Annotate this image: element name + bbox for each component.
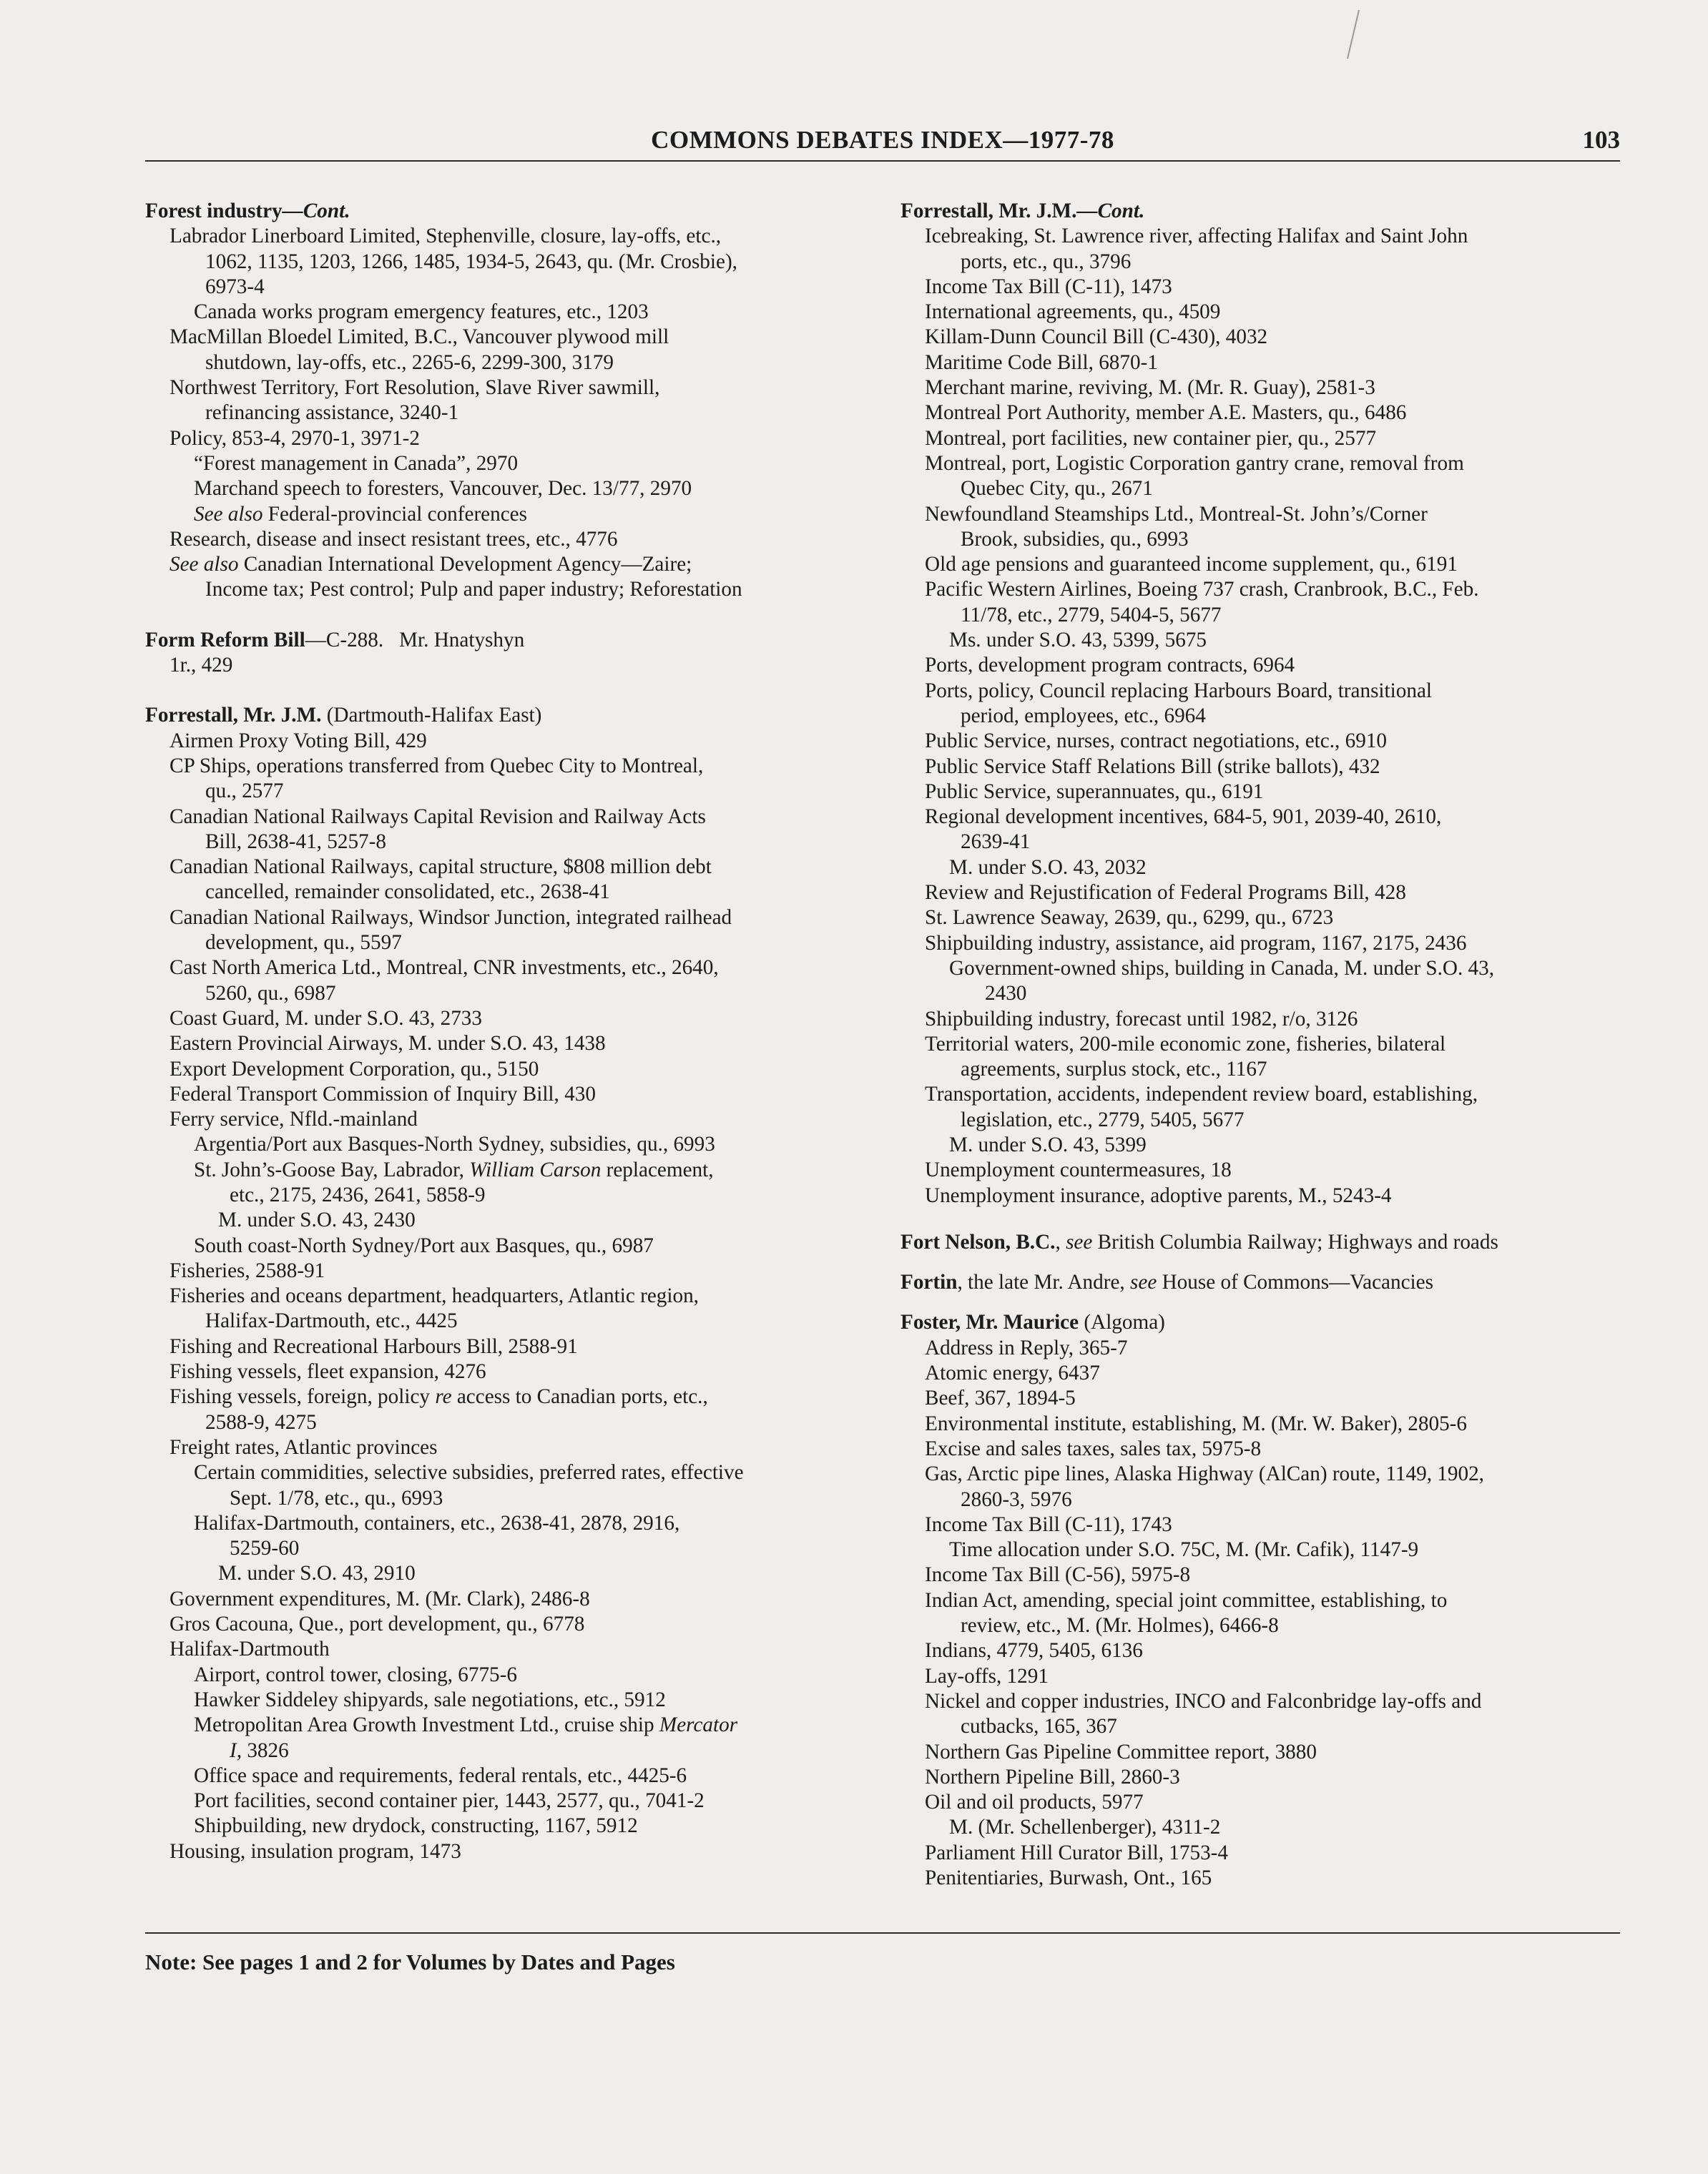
subentry-text: 3826 bbox=[242, 1738, 289, 1762]
footer-rule bbox=[145, 1932, 1620, 1934]
subentry: Transportation, accidents, independent review board, establishing, bbox=[925, 1083, 1478, 1106]
subentry-continuation: legislation, etc., 2779, 5405, 5677 bbox=[961, 1108, 1245, 1131]
subentry: Fishing vessels, fleet expansion, 4276 bbox=[170, 1360, 486, 1384]
subentry: Shipbuilding, new drydock, constructing, 1167, 5912 bbox=[194, 1814, 638, 1838]
subentry-continuation: Sept. 1/78, etc., qu., 6993 bbox=[230, 1486, 443, 1510]
subentry: Northern Gas Pipeline Committee report, 3880 bbox=[925, 1740, 1317, 1764]
subentry-continuation: Brook, subsidies, qu., 6993 bbox=[961, 527, 1189, 551]
running-header bbox=[145, 123, 1620, 160]
subentry: Export Development Corporation, qu., 5150 bbox=[170, 1057, 539, 1081]
ship-name: Mercator bbox=[659, 1713, 738, 1737]
subentry: Pacific Western Airlines, Boeing 737 crash, Cranbrook, B.C., Feb. bbox=[925, 578, 1479, 601]
entry-heading: Fort Nelson, B.C. bbox=[900, 1230, 1056, 1254]
subentry-text: access to Canadian ports, etc., bbox=[451, 1385, 708, 1409]
right-column bbox=[900, 199, 1623, 1891]
subentry: Public Service, superannuates, qu., 6191 bbox=[925, 779, 1264, 803]
subentry: Fisheries, 2588-91 bbox=[170, 1259, 325, 1282]
subentry: Gas, Arctic pipe lines, Alaska Highway (AlCan) route, 1149, 1902, bbox=[925, 1462, 1484, 1486]
subentry: MacMillan Bloedel Limited, B.C., Vancouver plywood mill bbox=[170, 325, 669, 349]
subentry: Atomic energy, 6437 bbox=[925, 1362, 1100, 1385]
subentry: Canadian National Railways, Windsor Junction, integrated railhead bbox=[170, 905, 732, 929]
subentry-continuation: 2639-41 bbox=[961, 830, 1031, 854]
subentry-continuation: Bill, 2638-41, 5257-8 bbox=[205, 830, 386, 853]
separator: , bbox=[1055, 1230, 1066, 1254]
entry-heading: Forrestall, Mr. J.M. bbox=[145, 704, 322, 727]
entry-heading: Foster, Mr. Maurice bbox=[900, 1311, 1079, 1334]
subentry-text: St. John’s-Goose Bay, Labrador, bbox=[194, 1158, 470, 1181]
see-label: see bbox=[1130, 1271, 1157, 1294]
cross-reference-continuation: Income tax; Pest control; Pulp and paper industry; Reforestation bbox=[205, 578, 742, 601]
subentry: Income Tax Bill (C-11), 1743 bbox=[925, 1513, 1172, 1536]
subentry-continuation: 1062, 1135, 1203, 1266, 1485, 1934-5, 2643, qu. (Mr. Crosbie), bbox=[205, 250, 737, 273]
subentry-list bbox=[145, 729, 868, 1158]
subentry: Montreal Port Authority, member A.E. Masters, qu., 6486 bbox=[925, 401, 1407, 425]
subentry: Montreal, port facilities, new container pier, qu., 2577 bbox=[925, 426, 1377, 450]
subentry-continuation: Quebec City, qu., 2671 bbox=[961, 477, 1153, 501]
subentry-text: replacement, bbox=[601, 1158, 714, 1181]
index-entry-foster bbox=[900, 1310, 1623, 1891]
subentry-text: Metropolitan Area Growth Investment Ltd., cruise ship bbox=[194, 1713, 659, 1737]
subentry: Territorial waters, 200-mile economic zone, fisheries, bilateral bbox=[925, 1032, 1446, 1056]
subentry: Unemployment countermeasures, 18 bbox=[925, 1159, 1232, 1182]
subentry: Labrador Linerboard Limited, Stephenville, closure, lay-offs, etc., bbox=[170, 225, 722, 248]
entry-detail: , the late Mr. Andre, bbox=[957, 1271, 1131, 1294]
subentry-continuation: 6973-4 bbox=[205, 275, 265, 298]
subentry: Canadian National Railways Capital Revision and Railway Acts bbox=[170, 805, 706, 828]
subentry bbox=[145, 1713, 868, 1738]
subentry: Icebreaking, St. Lawrence river, affecting Halifax and Saint John bbox=[925, 225, 1468, 248]
cross-reference-target: Canadian International Development Agency—Zaire; bbox=[238, 553, 692, 576]
subentry: Policy, 853-4, 2970-1, 3971-2 bbox=[170, 426, 420, 450]
subentry: Lay-offs, 1291 bbox=[925, 1664, 1049, 1688]
index-entry-form-reform-bill bbox=[145, 628, 868, 679]
subentry: Public Service, nurses, contract negotiations, etc., 6910 bbox=[925, 729, 1388, 753]
continued-label: —Cont. bbox=[1076, 200, 1145, 222]
subentry: Halifax-Dartmouth bbox=[170, 1638, 330, 1661]
re-label: re bbox=[435, 1385, 452, 1409]
index-entry-forrestall-continued bbox=[900, 199, 1623, 1209]
subentry: Canadian National Railways, capital structure, $808 million debt bbox=[170, 855, 712, 879]
subentry-continuation: refinancing assistance, 3240-1 bbox=[205, 401, 459, 425]
cross-reference bbox=[145, 502, 868, 527]
subentry: Environmental institute, establishing, M. (Mr. W. Baker), 2805-6 bbox=[925, 1412, 1467, 1435]
subentry: Time allocation under S.O. 75C, M. (Mr. Cafik), 1147-9 bbox=[949, 1538, 1419, 1562]
subentry: St. Lawrence Seaway, 2639, qu., 6299, qu., 6723 bbox=[925, 906, 1334, 930]
cross-reference bbox=[145, 552, 868, 577]
index-entry-fort-nelson bbox=[900, 1230, 1623, 1255]
subentry: Shipbuilding industry, assistance, aid program, 1167, 2175, 2436 bbox=[925, 931, 1467, 955]
subentry: Public Service Staff Relations Bill (strike ballots), 432 bbox=[925, 754, 1380, 778]
subentry: Fishing and Recreational Harbours Bill, 2588-91 bbox=[170, 1334, 578, 1358]
subentry: Eastern Provincial Airways, M. under S.O. 43, 1438 bbox=[170, 1032, 606, 1056]
subentry-list bbox=[900, 224, 1623, 1209]
subentry: Housing, insulation program, 1473 bbox=[170, 1839, 461, 1863]
subentry: M. (Mr. Schellenberger), 4311-2 bbox=[949, 1816, 1221, 1839]
left-column bbox=[145, 199, 868, 1864]
subentry-list bbox=[145, 1764, 868, 1864]
subentry: Indian Act, amending, special joint committee, establishing, to bbox=[925, 1588, 1448, 1612]
subentry: Old age pensions and guaranteed income supplement, qu., 6191 bbox=[925, 553, 1458, 576]
subentry: Regional development incentives, 684-5, 901, 2039-40, 2610, bbox=[925, 805, 1442, 829]
entry-heading: Forrestall, Mr. J.M. bbox=[900, 200, 1077, 222]
subentry: Gros Cacouna, Que., port development, qu., 6778 bbox=[170, 1613, 585, 1636]
subentry-continuation: 2588-9, 4275 bbox=[205, 1410, 317, 1434]
index-entry-forrestall bbox=[145, 703, 868, 1864]
subentry: Certain commidities, selective subsidies, preferred rates, effective bbox=[194, 1461, 744, 1485]
subentry-continuation: agreements, surplus stock, etc., 1167 bbox=[961, 1058, 1267, 1081]
continued-label: —Cont. bbox=[282, 200, 350, 222]
subentry: M. under S.O. 43, 5399 bbox=[949, 1133, 1147, 1156]
subentry: Research, disease and insect resistant trees, etc., 4776 bbox=[170, 527, 618, 551]
entry-heading: Form Reform Bill bbox=[145, 628, 305, 651]
subentry-text: Fishing vessels, foreign, policy bbox=[170, 1385, 436, 1409]
subentry: Address in Reply, 365-7 bbox=[925, 1336, 1128, 1359]
subentry: Newfoundland Steamships Ltd., Montreal-St. John’s/Corner bbox=[925, 502, 1428, 526]
subentry: M. under S.O. 43, 2032 bbox=[949, 855, 1147, 879]
subentry: Parliament Hill Curator Bill, 1753-4 bbox=[925, 1841, 1228, 1864]
page-title: COMMONS DEBATES INDEX—1977-78 bbox=[651, 126, 1114, 154]
subentry: 1r., 429 bbox=[170, 654, 233, 677]
subentry: Northern Pipeline Bill, 2860-3 bbox=[925, 1765, 1180, 1789]
subentry-continuation: 5260, qu., 6987 bbox=[205, 981, 336, 1005]
subentry: Port facilities, second container pier, 1443, 2577, qu., 7041-2 bbox=[194, 1789, 705, 1813]
entry-heading: Forest industry bbox=[145, 200, 283, 222]
subentry: “Forest management in Canada”, 2970 bbox=[194, 451, 519, 475]
subentry-continuation: ports, etc., qu., 3796 bbox=[961, 250, 1132, 273]
subentry: Canada works program emergency features, etc., 1203 bbox=[194, 300, 649, 324]
subentry-list bbox=[145, 1234, 868, 1385]
subentry: Argentia/Port aux Basques-North Sydney, subsidies, qu., 6993 bbox=[194, 1133, 715, 1156]
entry-detail: (Algoma) bbox=[1079, 1311, 1165, 1334]
see-label: see bbox=[1066, 1230, 1093, 1254]
subentry-continuation: 2860-3, 5976 bbox=[961, 1487, 1072, 1511]
subentry: Halifax-Dartmouth, containers, etc., 2638-41, 2878, 2916, bbox=[194, 1511, 680, 1535]
subentry: CP Ships, operations transferred from Quebec City to Montreal, bbox=[170, 754, 704, 777]
subentry: Maritime Code Bill, 6870-1 bbox=[925, 350, 1158, 374]
subentry-continuation: 11/78, etc., 2779, 5404-5, 5677 bbox=[961, 603, 1222, 626]
subentry: Government expenditures, M. (Mr. Clark), 2486-8 bbox=[170, 1587, 590, 1610]
subentry: M. under S.O. 43, 2430 bbox=[218, 1209, 416, 1232]
footer-note: Note: See pages 1 and 2 for Volumes by Dates and Pages bbox=[145, 1949, 675, 1974]
cross-reference-target: House of Commons—Vacancies bbox=[1157, 1271, 1433, 1294]
subentry: Indians, 4779, 5405, 6136 bbox=[925, 1639, 1143, 1663]
header-rule bbox=[145, 160, 1620, 162]
ship-name: William Carson bbox=[469, 1158, 602, 1181]
subentry: Marchand speech to foresters, Vancouver, Dec. 13/77, 2970 bbox=[194, 477, 692, 501]
subentry: Office space and requirements, federal rentals, etc., 4425-6 bbox=[194, 1764, 687, 1787]
subentry-continuation: period, employees, etc., 6964 bbox=[961, 704, 1206, 727]
subentry bbox=[145, 1158, 868, 1183]
subentry: Northwest Territory, Fort Resolution, Slave River sawmill, bbox=[170, 376, 660, 400]
subentry: Income Tax Bill (C-56), 5975-8 bbox=[925, 1563, 1191, 1587]
subentry-continuation: development, qu., 5597 bbox=[205, 931, 402, 955]
subentry-continuation: shutdown, lay-offs, etc., 2265-6, 2299-300, 3179 bbox=[205, 350, 614, 374]
subentry: Beef, 367, 1894-5 bbox=[925, 1387, 1076, 1410]
entry-detail: —C-288. Mr. Hnatyshyn bbox=[305, 628, 525, 651]
ship-name: I, bbox=[230, 1738, 242, 1762]
subentry bbox=[145, 1384, 868, 1410]
subentry-continuation: 5259-60 bbox=[230, 1537, 300, 1560]
entry-heading: Fortin bbox=[900, 1271, 958, 1294]
subentry: Excise and sales taxes, sales tax, 5975-8 bbox=[925, 1437, 1262, 1460]
subentry: Unemployment insurance, adoptive parents, M., 5243-4 bbox=[925, 1184, 1392, 1207]
subentry: Hawker Siddeley shipyards, sale negotiations, etc., 5912 bbox=[194, 1688, 666, 1711]
cross-reference-target: Federal-provincial conferences bbox=[262, 502, 527, 526]
entry-detail: (Dartmouth-Halifax East) bbox=[321, 704, 542, 727]
subentry: Review and Rejustification of Federal Programs Bill, 428 bbox=[925, 881, 1406, 905]
subentry-continuation: review, etc., M. (Mr. Holmes), 6466-8 bbox=[961, 1614, 1279, 1638]
subentry: Government-owned ships, building in Canada, M. under S.O. 43, bbox=[949, 956, 1495, 980]
subentry-list bbox=[900, 1336, 1623, 1892]
subentry-continuation: etc., 2175, 2436, 2641, 5858-9 bbox=[230, 1183, 486, 1206]
cross-reference-target: British Columbia Railway; Highways and roads bbox=[1092, 1230, 1498, 1254]
subentry: Nickel and copper industries, INCO and Falconbridge lay-offs and bbox=[925, 1689, 1482, 1713]
subentry: International agreements, qu., 4509 bbox=[925, 300, 1221, 324]
subentry: M. under S.O. 43, 2910 bbox=[218, 1562, 416, 1585]
see-also-label: See also bbox=[194, 502, 263, 526]
subentry: Montreal, port, Logistic Corporation gantry crane, removal from bbox=[925, 451, 1464, 475]
subentry: Ferry service, Nfld.-mainland bbox=[170, 1108, 418, 1131]
subentry: Airmen Proxy Voting Bill, 429 bbox=[170, 729, 427, 752]
subentry: Merchant marine, reviving, M. (Mr. R. Guay), 2581-3 bbox=[925, 376, 1375, 400]
subentry: Federal Transport Commission of Inquiry Bill, 430 bbox=[170, 1082, 596, 1106]
subentry: Ports, development program contracts, 6964 bbox=[925, 654, 1295, 677]
subentry-continuation: Halifax-Dartmouth, etc., 4425 bbox=[205, 1309, 458, 1333]
subentry: Ms. under S.O. 43, 5399, 5675 bbox=[949, 629, 1207, 652]
index-entry-forest-industry bbox=[145, 199, 868, 603]
index-entry-fortin bbox=[900, 1270, 1623, 1295]
subentry: Fisheries and oceans department, headquarters, Atlantic region, bbox=[170, 1284, 699, 1308]
subentry: Ports, policy, Council replacing Harbours Board, transitional bbox=[925, 679, 1433, 702]
subentry: Penitentiaries, Burwash, Ont., 165 bbox=[925, 1866, 1212, 1889]
subentry: Shipbuilding industry, forecast until 1982, r/o, 3126 bbox=[925, 1007, 1358, 1031]
subentry: Killam-Dunn Council Bill (C-430), 4032 bbox=[925, 325, 1268, 349]
subentry-list bbox=[145, 1435, 868, 1713]
subentry-continuation: qu., 2577 bbox=[205, 779, 284, 803]
subentry: South coast-North Sydney/Port aux Basques, qu., 6987 bbox=[194, 1234, 654, 1257]
subentry: Freight rates, Atlantic provinces bbox=[170, 1435, 438, 1459]
subentry: Income Tax Bill (C-11), 1473 bbox=[925, 275, 1172, 298]
subentry-continuation: cancelled, remainder consolidated, etc., 2638-41 bbox=[205, 880, 610, 904]
subentry-continuation bbox=[145, 1738, 868, 1764]
subentry: Cast North America Ltd., Montreal, CNR investments, etc., 2640, bbox=[170, 956, 719, 980]
subentry-continuation: 2430 bbox=[985, 982, 1027, 1005]
scan-mark bbox=[1338, 7, 1366, 64]
page-number: 103 bbox=[1582, 126, 1620, 154]
subentry-continuation: cutbacks, 165, 367 bbox=[961, 1715, 1117, 1738]
subentry: Oil and oil products, 5977 bbox=[925, 1791, 1144, 1814]
see-also-label: See also bbox=[170, 553, 239, 576]
subentry: Airport, control tower, closing, 6775-6 bbox=[194, 1663, 517, 1686]
subentry: Coast Guard, M. under S.O. 43, 2733 bbox=[170, 1006, 482, 1030]
